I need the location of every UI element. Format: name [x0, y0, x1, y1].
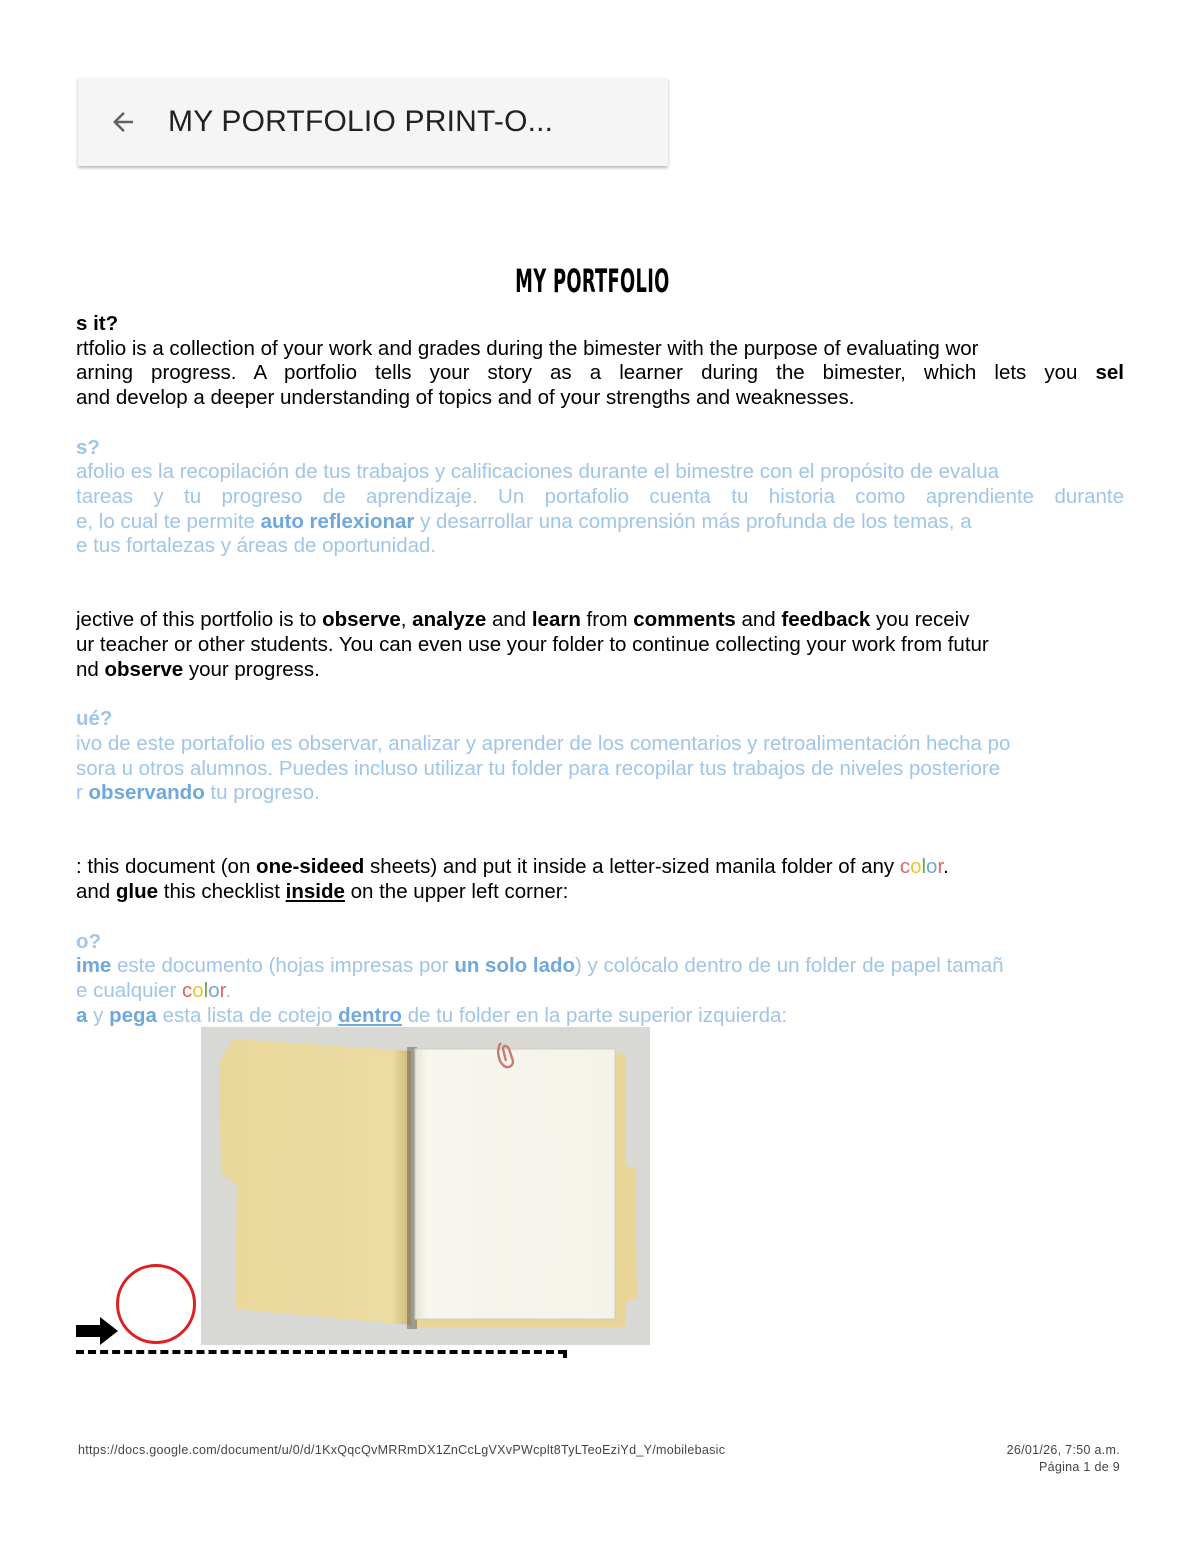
paragraph-line	[76, 1004, 1124, 1029]
footer-url: https://docs.google.com/document/u/0/d/1KxQqcQvMRRmDX1ZnCcLgVXvPWcplt8TyLTeoEziYd_Y/mobilebasic	[78, 1443, 726, 1457]
text-span: nd	[76, 657, 105, 681]
red-circle-icon	[116, 1264, 196, 1344]
text-span: y desarrollar una comprensión más profunda de los temas, a	[414, 509, 972, 533]
text-span: : this document (on	[76, 855, 257, 879]
heading-why-es: ué?	[76, 707, 113, 731]
text-span: jective of this portfolio is to	[76, 608, 323, 632]
bold-text: analyze	[412, 608, 487, 632]
text-span: .	[225, 978, 232, 1002]
app-bar-title: MY PORTFOLIO PRINT-O...	[168, 105, 554, 138]
paragraph-line	[76, 608, 1124, 633]
bold-text: observe	[104, 657, 184, 681]
text-span: y	[87, 1003, 110, 1027]
heading-what-en: s it?	[76, 312, 119, 335]
paragraph-line: tareas y tu progreso de aprendizaje. Un portafolio cuenta tu historia como aprendiente durante	[76, 484, 1124, 508]
folder-illustration	[201, 1027, 650, 1345]
bold-text: a	[76, 1003, 88, 1027]
color-letter: l	[921, 855, 927, 879]
text-span: de tu folder en la parte superior izquierda:	[401, 1003, 788, 1027]
paragraph-line: ivo de este portafolio es observar, analizar y aprender de los comentarios y retroalimentación hecha po	[76, 731, 1011, 755]
paragraph-line	[76, 510, 1124, 535]
bold-text: auto reflexionar	[260, 509, 415, 533]
bold-text: one-sideed	[256, 855, 365, 879]
bold-underlined-text: dentro	[338, 1003, 402, 1027]
text-span: your progress.	[183, 657, 320, 681]
paragraph-line: e tus fortalezas y áreas de oportunidad.	[76, 534, 437, 558]
paragraph-line: ur teacher or other students. You can even use your folder to continue collecting your work from futur	[76, 633, 989, 657]
text-span: este documento (hojas impresas por	[111, 954, 455, 978]
dashed-guide-line	[76, 1350, 566, 1354]
text-span: and	[735, 608, 782, 632]
color-letter: o	[208, 978, 220, 1002]
dashed-guide-end	[563, 1350, 567, 1358]
paragraph-line	[76, 361, 1124, 386]
paragraph-line: afolio es la recopilación de tus trabajos y calificaciones durante el bimestre con el propósito de evalua	[76, 460, 1000, 484]
color-letter: o	[192, 978, 204, 1002]
bold-text: feedback	[781, 608, 871, 632]
bold-text: ime	[76, 954, 112, 978]
arrow-right-icon	[76, 1316, 120, 1346]
color-letter: o	[910, 855, 922, 879]
paragraph-line	[76, 781, 1124, 806]
bold-text: comments	[633, 608, 736, 632]
text-span: and	[76, 880, 116, 904]
text-span: this checklist	[158, 880, 286, 904]
document-title: MY PORTFOLIO	[515, 262, 670, 300]
text-span: arning progress. A portfolio tells your story as a learner during the bimester, which lets you	[76, 361, 1096, 385]
heading-how-es: o?	[76, 929, 102, 953]
text-span: esta lista de cotejo	[156, 1003, 339, 1027]
paragraph-line: and develop a deeper understanding of topics and of your strengths and weaknesses.	[76, 386, 855, 410]
text-span: e, lo cual te permite	[76, 509, 261, 533]
paragraph-line	[76, 979, 1124, 1004]
bold-text: pega	[109, 1003, 157, 1027]
text-span: e cualquier	[76, 978, 182, 1002]
color-letter: c	[899, 855, 911, 879]
arrow-back-icon	[108, 107, 138, 137]
text-span: you receiv	[870, 608, 970, 632]
text-span: ) y colócalo dentro de un folder de papel tamañ	[575, 954, 1004, 978]
heading-what-es: s?	[76, 435, 100, 459]
paragraph-line	[76, 880, 1124, 905]
text-span: r	[76, 781, 89, 805]
color-letter: r	[937, 855, 944, 879]
text-span: from	[580, 608, 634, 632]
text-span: on the upper left corner:	[344, 880, 569, 904]
text-span: .	[943, 855, 949, 879]
bold-text: observando	[88, 781, 205, 805]
manila-folder-icon	[201, 1027, 650, 1345]
color-letter: r	[219, 978, 226, 1002]
bold-text: un solo lado	[454, 954, 576, 978]
color-letter: c	[181, 978, 193, 1002]
back-button[interactable]	[78, 78, 168, 166]
bold-underlined-text: inside	[285, 880, 345, 904]
footer-date: 26/01/26, 7:50 a.m.	[1006, 1443, 1120, 1457]
paragraph-line	[76, 954, 1124, 979]
bold-text: observe	[322, 608, 401, 632]
text-span: sheets) and put it inside a letter-sized manila folder of any	[364, 855, 900, 879]
paragraph-line	[76, 658, 1124, 683]
bold-text: learn	[531, 608, 581, 632]
paragraph-line: rtfolio is a collection of your work and grades during the bimester with the purpose of evaluating wor	[76, 336, 979, 360]
footer-page-number: Página 1 de 9	[1038, 1460, 1120, 1474]
text-span: ,	[400, 608, 413, 632]
color-letter: o	[926, 855, 938, 879]
bold-text: sel	[1095, 361, 1124, 385]
text-span: and	[486, 608, 532, 632]
text-span: tu progreso.	[204, 781, 320, 805]
paragraph-line	[76, 855, 1124, 880]
app-bar	[78, 78, 668, 166]
color-letter: l	[203, 978, 209, 1002]
document-body	[76, 312, 1124, 1028]
paragraph-line: sora u otros alumnos. Puedes incluso utilizar tu folder para recopilar tus trabajos de niveles posteriore	[76, 756, 1001, 780]
bold-text: glue	[115, 880, 159, 904]
